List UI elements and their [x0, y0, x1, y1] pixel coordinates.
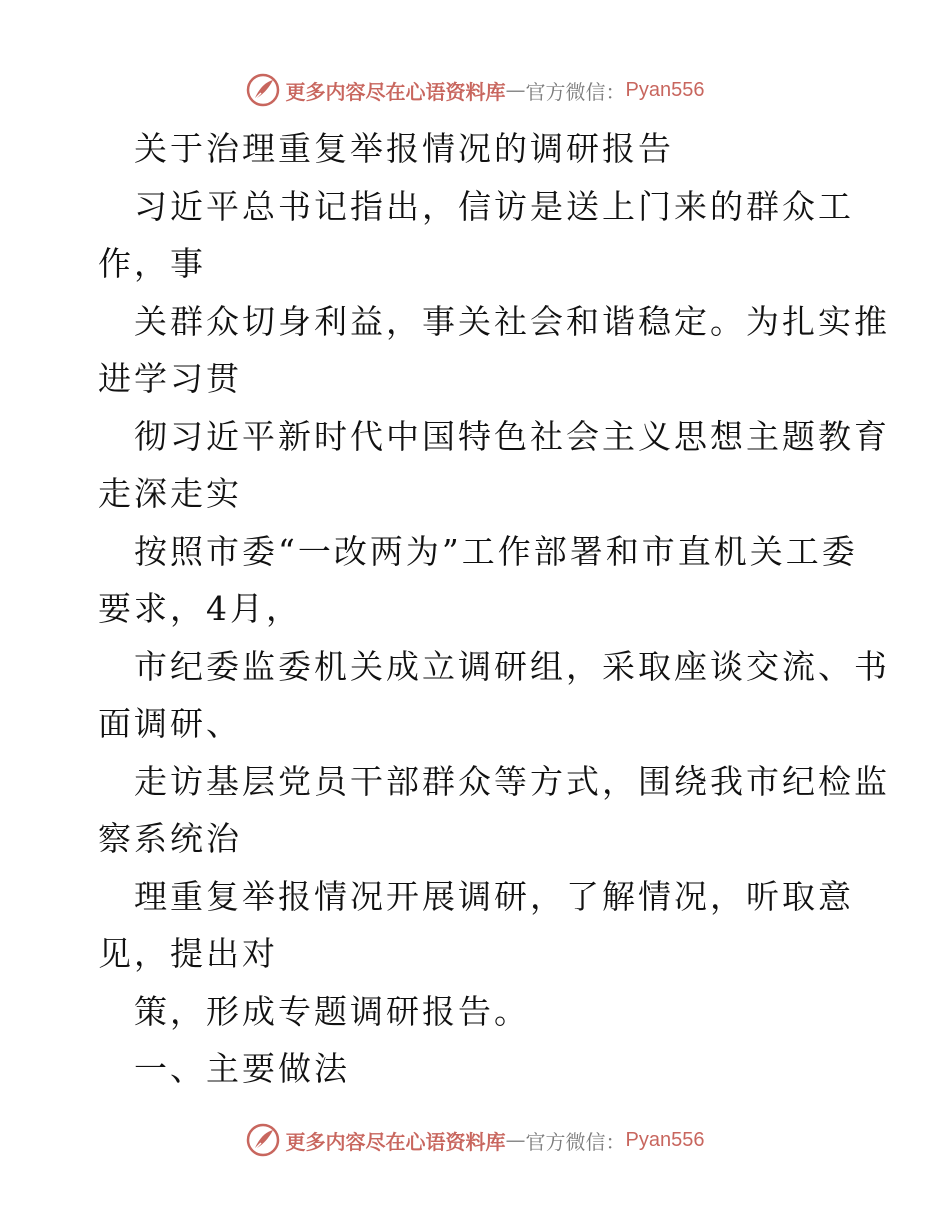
watermark-site-name: 更多内容尽在心语资料库 [285, 1129, 506, 1154]
watermark-dash: — [505, 78, 526, 102]
text-line: 理重复举报情况开展调研，了解情况，听取意 [134, 876, 854, 916]
text-line: 走深走实 [98, 474, 242, 513]
quill-logo-icon [246, 1123, 280, 1157]
text-line: 面调研、 [98, 704, 242, 743]
text-line: 策，形成专题调研报告。 [134, 991, 530, 1031]
watermark-wechat-id: Pyan556 [625, 1128, 705, 1151]
quill-logo-icon [246, 73, 280, 107]
document-body [98, 120, 890, 1098]
watermark-header [0, 70, 950, 110]
text-line: 关群众切身利益，事关社会和谐稳定。为扎实推 [134, 301, 890, 341]
text-line: 走访基层党员干部群众等方式，围绕我市纪检监 [134, 761, 890, 801]
watermark-label: 官方微信： [525, 79, 626, 104]
text-line: 要求，4月， [98, 589, 302, 628]
text-line: 按照市委“一改两为”工作部署和市直机关工委 [134, 531, 858, 571]
text-line: 进学习贯 [98, 359, 242, 398]
text-line: 察系统治 [98, 819, 242, 858]
text-line: 彻习近平新时代中国特色社会主义思想主题教育 [134, 416, 890, 456]
text-line: 关于治理重复举报情况的调研报告 [134, 129, 674, 168]
watermark-footer [0, 1120, 950, 1160]
text-line: 市纪委监委机关成立调研组，采取座谈交流、书 [134, 646, 890, 686]
watermark-wechat-id: Pyan556 [625, 78, 705, 101]
watermark-site-name: 更多内容尽在心语资料库 [285, 79, 506, 104]
watermark-label: 官方微信： [525, 1129, 626, 1154]
text-line: 见，提出对 [98, 934, 278, 973]
watermark-dash: — [505, 1128, 526, 1152]
text-line: 一、主要做法 [134, 1049, 350, 1088]
text-line: 习近平总书记指出，信访是送上门来的群众工 [134, 186, 854, 226]
text-line: 作，事 [98, 244, 206, 283]
